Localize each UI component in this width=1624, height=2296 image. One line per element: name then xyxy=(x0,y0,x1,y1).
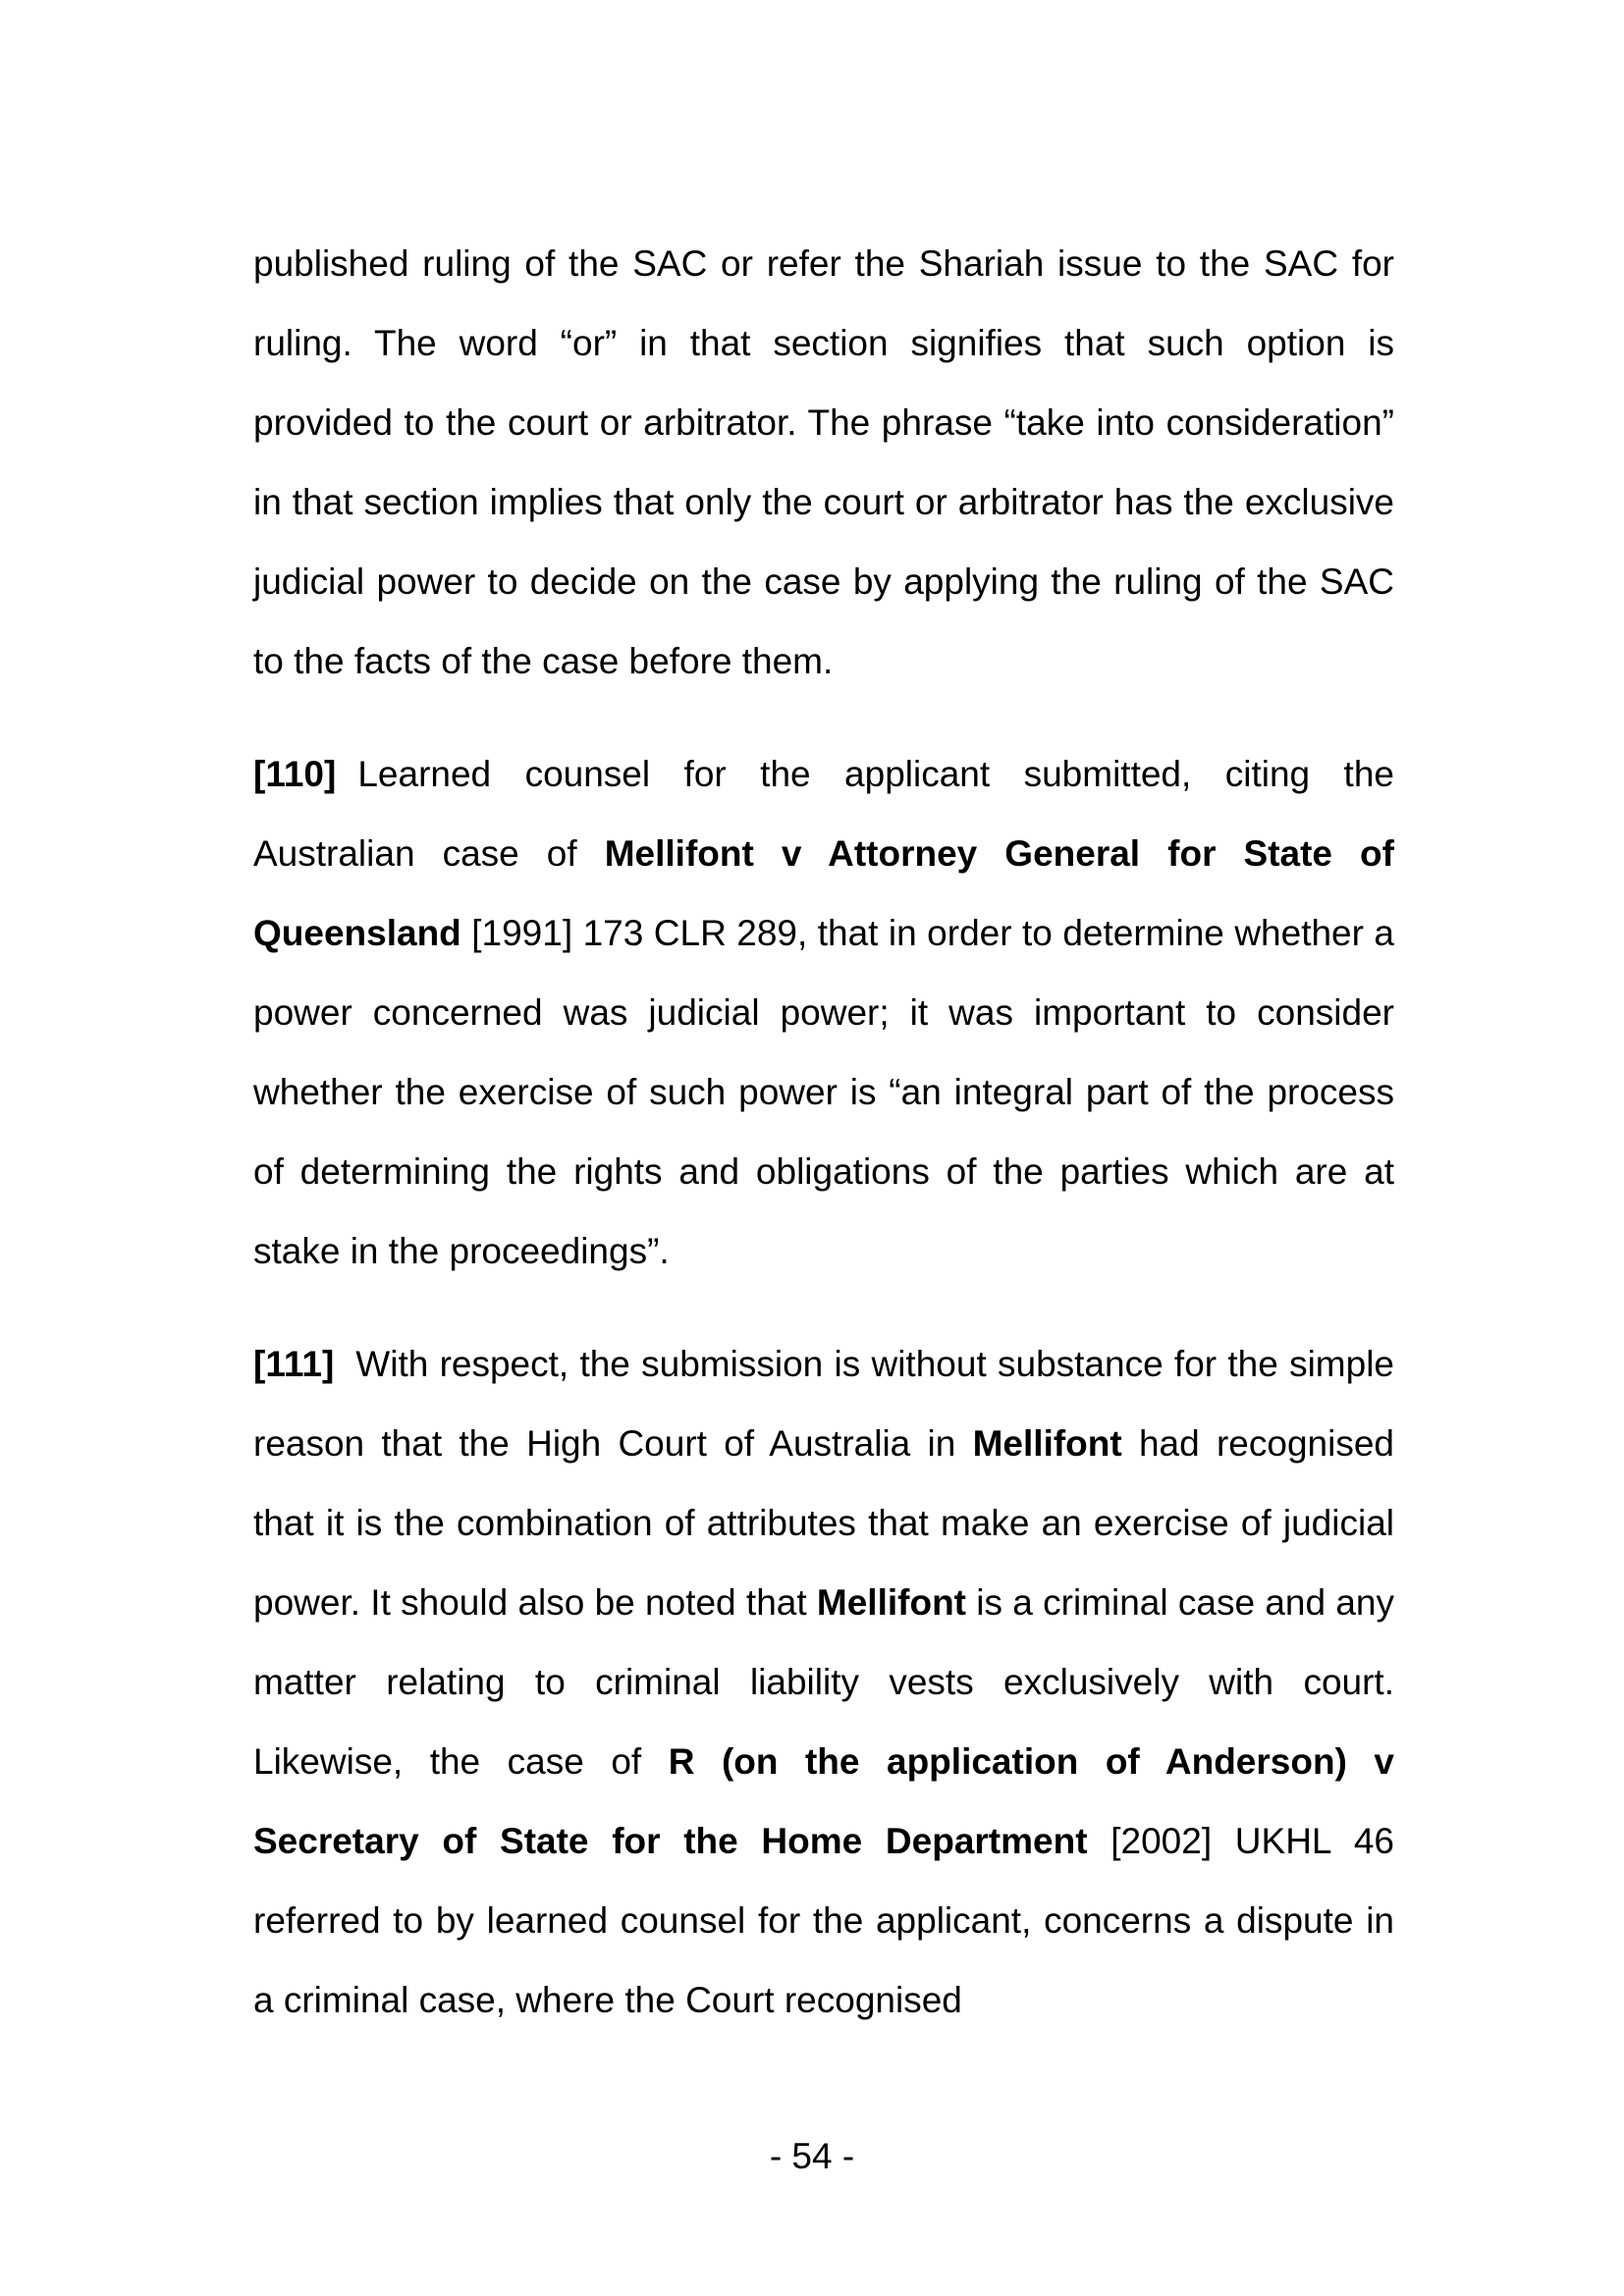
paragraph-text: is a criminal case and any matter relating to criminal liability vests exclusively with court. Likewise, the case of xyxy=(253,1582,1394,1782)
paragraph-111 xyxy=(253,1324,1394,2040)
paragraph-text: had recognised that it is the combination of attributes that make an exercise of judicial power. It should also be noted that xyxy=(253,1423,1394,1623)
paragraph-110 xyxy=(253,734,1394,1291)
case-citation: Mellifont xyxy=(972,1423,1122,1464)
case-citation: R (on the application of Anderson) v Secretary of State for the Home Department xyxy=(253,1741,1394,1861)
paragraph-number: [110] xyxy=(253,754,337,794)
page-number: - 54 - xyxy=(769,2136,855,2176)
paragraph-text: [2002] UKHL 46 referred to by learned counsel for the applicant, concerns a dispute in a criminal case, where the Court recognised xyxy=(253,1821,1394,2020)
paragraph-text: [1991] 173 CLR 289, that in order to determine whether a power concerned was judicial power; it was important to consider whether the exercise of such power is “an integral part of the process of determining the rights and obligations of the parties which are at stake in the proceedings”. xyxy=(253,913,1394,1271)
paragraph-continued xyxy=(253,224,1394,701)
paragraph-number: [111] xyxy=(253,1344,335,1384)
case-citation: Mellifont xyxy=(816,1582,966,1623)
paragraph-text: With respect, the submission is without substance for the simple reason that the High Court of Australia in xyxy=(253,1344,1394,1464)
case-citation: Mellifont v Attorney General for State of Queensland xyxy=(253,833,1394,953)
paragraph-text: published ruling of the SAC or refer the Shariah issue to the SAC for ruling. The word “or” in that section signifies that such option is provided to the court or arbitrator. The phrase “take into consideration” in that section implies that only the court or arbitrator has the exclusive judicial power to decide on the case by applying the ruling of the SAC to the facts of the case before them. xyxy=(253,243,1394,681)
paragraph-text: Learned counsel for the applicant submitted, citing the Australian case of xyxy=(253,754,1394,874)
